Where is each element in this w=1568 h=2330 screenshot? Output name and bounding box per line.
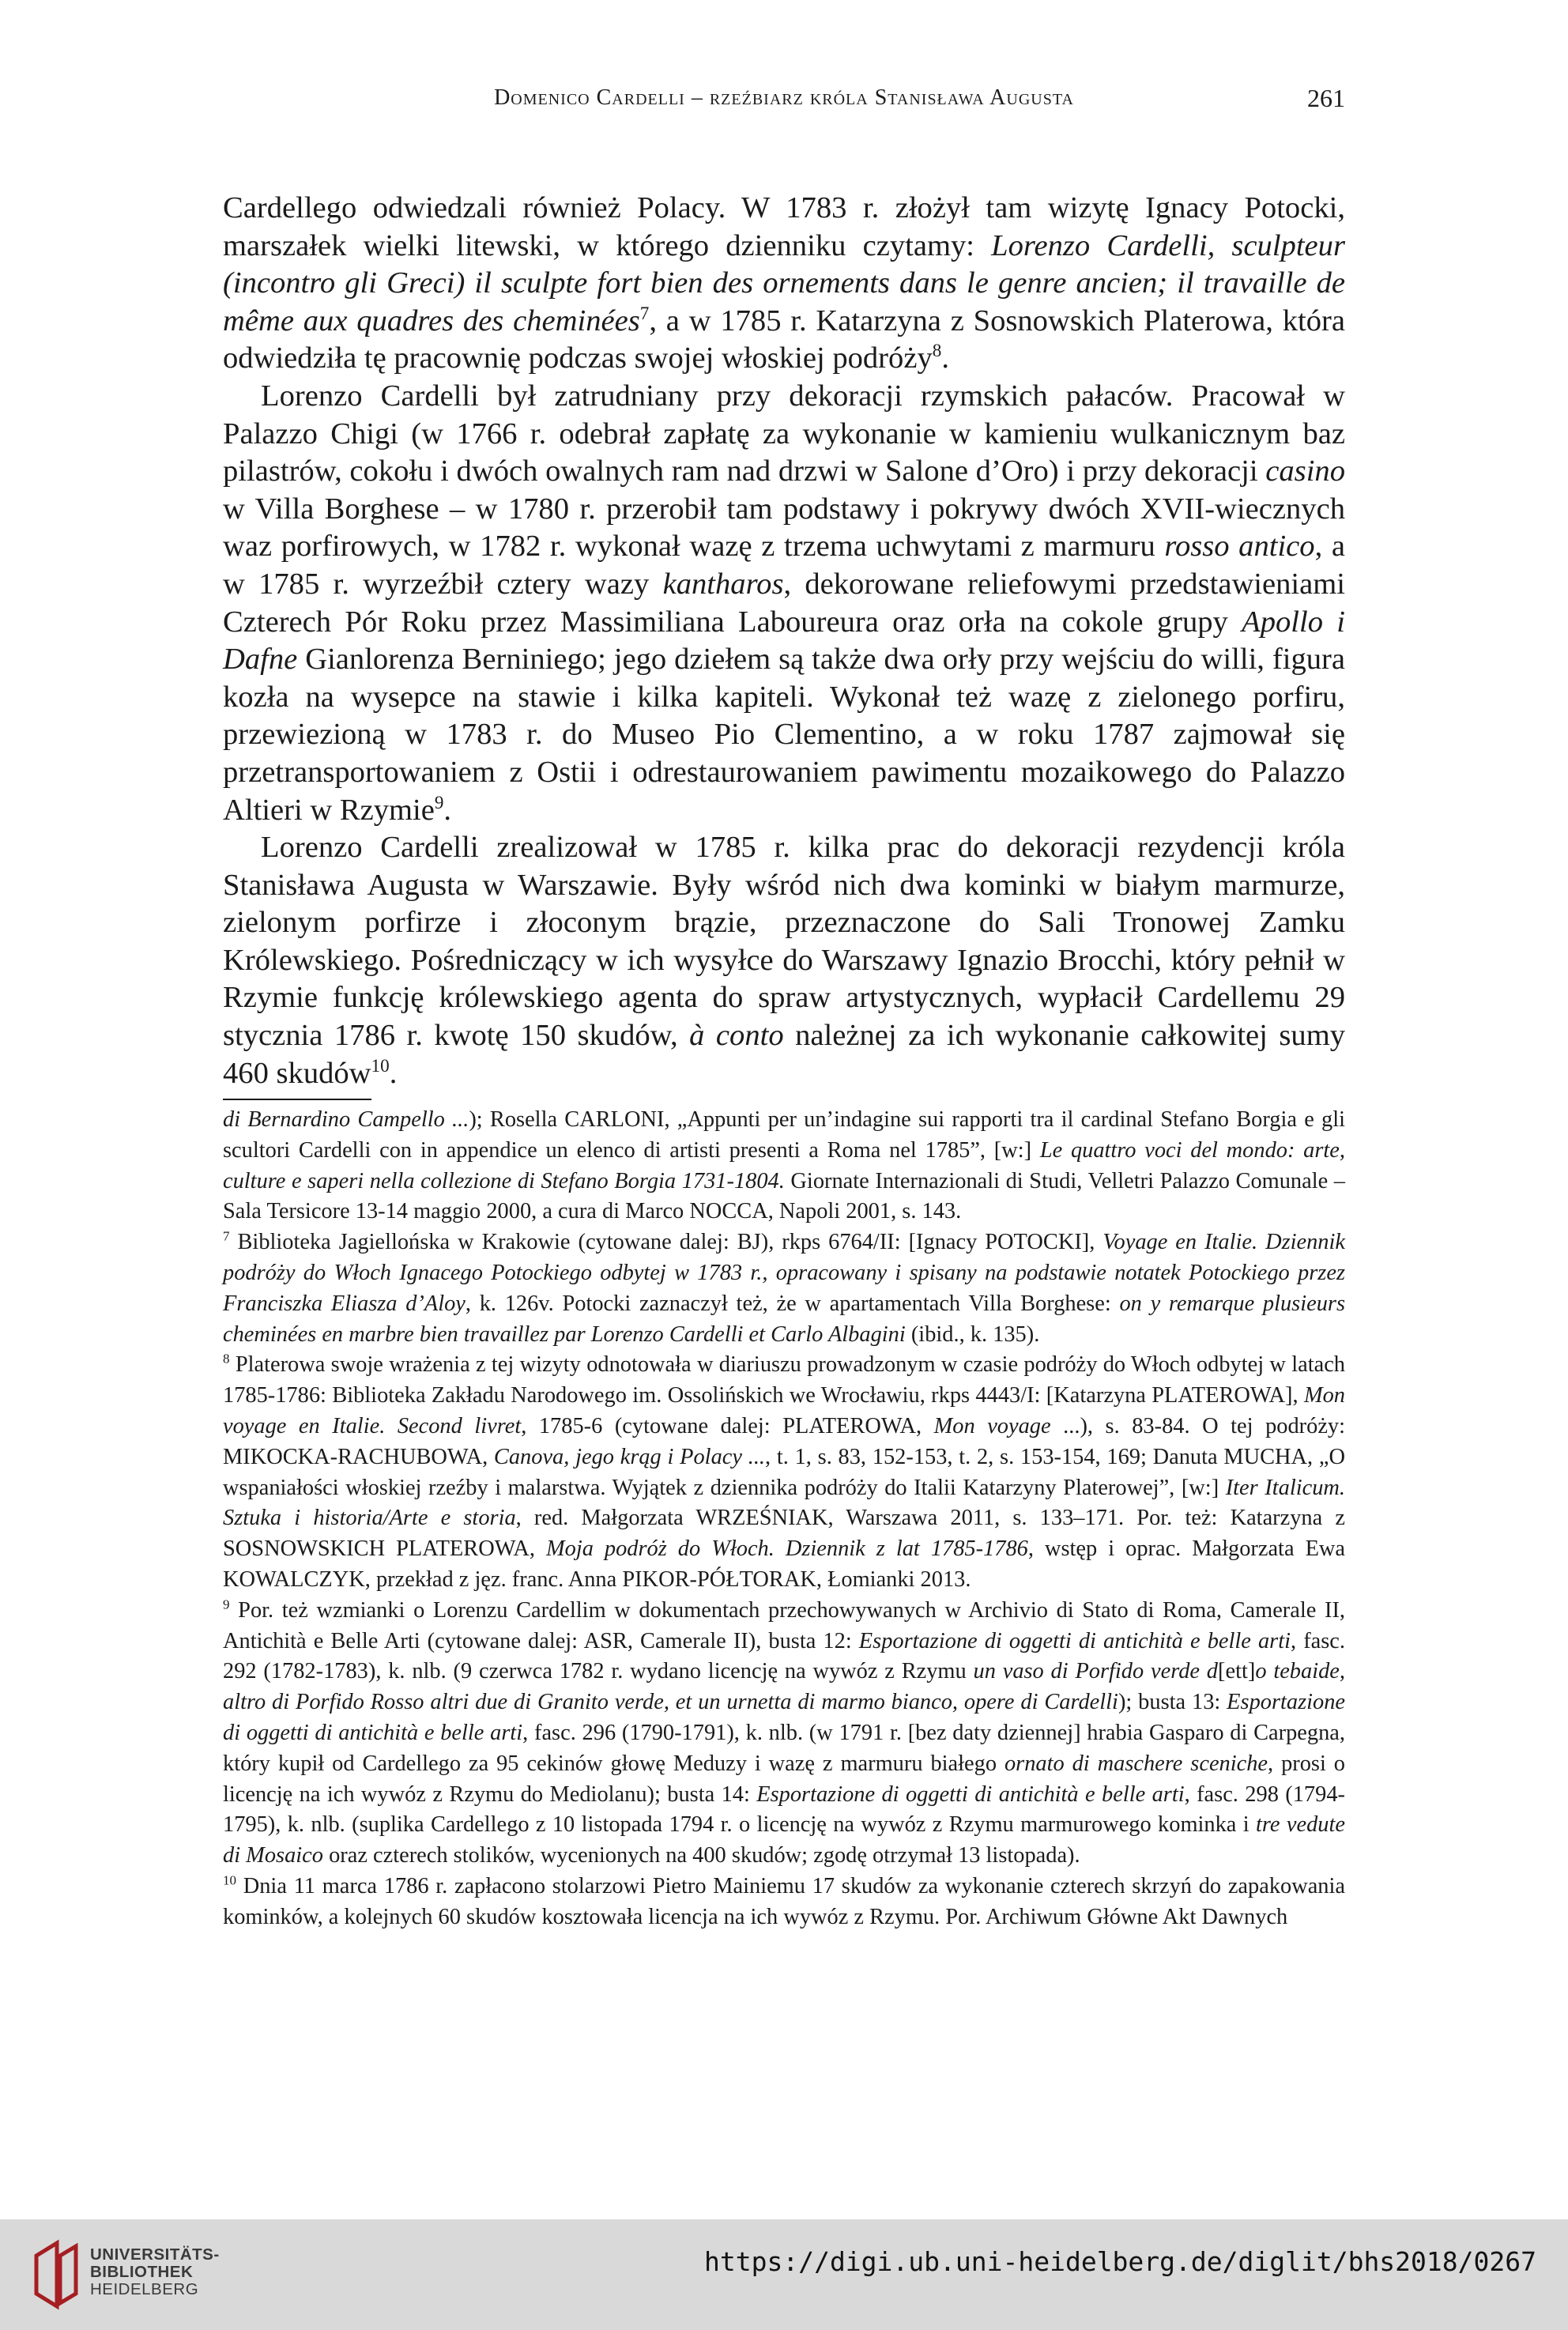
paragraph-2 xyxy=(223,378,1345,829)
italic-run: Iter Italicum. Sztuka i historia/Arte e storia xyxy=(223,1475,1345,1531)
text-run: Lorenzo Cardelli był zatrudniany przy dekoracji rzymskich pałaców. Pracował w Palazzo Chigi (w 1766 r. odebrał zapłatę za wykonanie w kamieniu wulkanicznym baz pilastrów, cokołu i dwóch owalnych ram nad drzwi w Salone d’Oro) i przy dekoracji xyxy=(223,379,1345,488)
note-ref: 9 xyxy=(434,792,444,813)
text-run: ); busta 13: xyxy=(1118,1690,1227,1715)
italic-run: Le quattro voci del mondo: arte, culture e saperi nella collezione di Stefano Borgia 1731-1804. xyxy=(223,1137,1345,1193)
text-run: , fasc. 296 (1790-1791), k. nlb. (w 1791 r. [bez daty dziennej] hrabia Gasparo di Carpegna, który kupił od Cardellego za 95 cekinów głowę Meduzy i wazę z marmuru białego xyxy=(223,1720,1345,1776)
main-text xyxy=(223,190,1345,1092)
text-run: Platerowa swoje wrażenia z tej wizyty odnotowała w diariuszu prowadzonym w czasie podróży do Włoch odbytej w latach 1785-1786: Biblioteka Zakładu Narodowego im. Ossolińskich we Wrocławiu, rkps 4443/I: [Katarzyna PLATEROWA], xyxy=(223,1352,1345,1408)
page-url-link[interactable]: https://digi.ub.uni-heidelberg.de/diglit/bhs2018/0267 xyxy=(704,2246,1536,2277)
text-run: należnej za ich wykonanie całkowitej sumy 460 skudów xyxy=(223,1019,1345,1090)
italic-run: Esportazione di oggetti di antichità e belle arti xyxy=(223,1690,1346,1745)
note-ref: 10 xyxy=(371,1055,390,1076)
text-run: Lorenzo Cardelli zrealizował w 1785 r. kilka prac do dekoracji rezydencji króla Stanisława Augusta w Warszawie. Były wśród nich dwa kominki w białym marmurze, zielonym porfirze i złoconym brązie, przeznaczone do Sali Tronowej Zamku Królewskiego. Pośredniczący w ich wysyłce do Warszawy Ignazio Brocchi, który pełnił w Rzymie funkcję królewskiego agenta do spraw artystycznych, wypłacił Cardellemu 29 stycznia 1786 r. kwotę 150 skudów, xyxy=(223,831,1345,1053)
italic-run: Esportazione di oggetti di antichità e belle arti xyxy=(756,1781,1185,1807)
text-run: Biblioteka Jagiellońska w Krakowie (cytowane dalej: BJ), rkps 6764/II: [Ignacy POTOCKI], xyxy=(229,1230,1103,1255)
text-run: . xyxy=(443,793,452,827)
italic-run: Mon voyage xyxy=(933,1413,1051,1438)
note-ref: 9 xyxy=(223,1597,230,1612)
italic-run: ornato di maschere sceniche xyxy=(1004,1751,1268,1776)
paragraph-3 xyxy=(223,829,1345,1092)
italic-run: rosso antico xyxy=(1164,530,1315,564)
footnote-10 xyxy=(223,1872,1345,1933)
library-name-line-2: BIBLIOTHEK xyxy=(90,2263,194,2281)
text-run: Por. też wzmianki o Lorenzu Cardellim w dokumentach przechowywanych w Archivio di Stato di Roma, Camerale II, Antichità e Belle Arti (cytowane dalej: ASR, Camerale II), busta 12: xyxy=(223,1597,1345,1653)
footnote-9 xyxy=(223,1596,1345,1872)
note-ref: 8 xyxy=(932,341,942,362)
text-run: , fasc. 292 (1782-1783), k. nlb. (9 czerwca 1782 r. wydano licencję na wywóz z Rzymu xyxy=(223,1628,1346,1684)
italic-run: Canova, jego krąg i Polacy ... xyxy=(493,1444,766,1469)
italic-run: Apollo i Dafne xyxy=(223,605,1345,677)
italic-run: à conto xyxy=(689,1019,784,1053)
footnote-separator xyxy=(223,1099,371,1100)
italic-run: on y remarque plusieurs cheminées en marbre bien travaillez par Lorenzo Cardelli et Carlo Albagini xyxy=(223,1291,1345,1347)
italic-run: o tebaide, altro di Porfido Rosso altri due di Granito verde, et un urnetta di marmo bianco, opere di Cardelli xyxy=(223,1659,1345,1715)
text-run: Gianlorenza Berniniego; jego dziełem są także dwa orły przy wejściu do willi, figura kozła na wysepce na stawie i kilka kapiteli. Wykonał też wazę z zielonego porfiru, przewiezioną w 1783 r. do Museo Pio Clementino, a w roku 1787 zajmował się przetransportowaniem z Ostii i odrestaurowaniem pawimentu mozaikowego do Palazzo Altieri w Rzymie xyxy=(223,643,1345,827)
text-run: Cardellego odwiedzali również Polacy. W 1783 r. złożył tam wizytę Ignacy Potocki, marszałek wielki litewski, w którego dzienniku czytamy: xyxy=(223,191,1345,262)
library-name[interactable] xyxy=(90,2246,220,2298)
running-title: Domenico Cardelli – rzeźbiarz króla Stanisława Augusta xyxy=(494,85,1074,110)
italic-run: Voyage en Italie. Dziennik podróży do Włoch Ignacego Potockiego odbytej w 1783 r., opracowany i spisany na podstawie notatek Potockiego przez Franciszka Eliasza d’Aloy xyxy=(223,1230,1345,1316)
running-head xyxy=(0,85,1568,123)
italic-run: di Bernardino Campello ... xyxy=(223,1107,469,1132)
note-ref: 7 xyxy=(639,303,650,324)
italic-run: casino xyxy=(1265,454,1345,488)
footnote-continuation xyxy=(223,1105,1345,1227)
text-run: ); Rosella CARLONI, „Appunti per un’indagine sui rapporti tra il cardinal Stefano Borgia e gli scultori Cardelli con in appendice un elenco di artisti presenti a Roma nel 1785”, [w:] xyxy=(223,1107,1346,1163)
italic-run: Lorenzo Cardelli, sculpteur (incontro gli Greci) il sculpte fort bien des ornements dans le genre ancien; il travaille de même aux quadres des cheminées xyxy=(223,228,1345,337)
note-ref: 7 xyxy=(223,1228,230,1244)
viewer-footer-bar xyxy=(0,2219,1568,2330)
italic-run: Moja podróż do Włoch. Dziennik z lat 1785-1786 xyxy=(545,1536,1028,1562)
footnote-8 xyxy=(223,1350,1345,1595)
text-run: Dnia 11 marca 1786 r. zapłacono stolarzowi Pietro Mainiemu 17 skudów za wykonanie czterech skrzyń do zapakowania kominków, a kolejnych 60 skudów kosztowała licencja na ich wywóz z Rzymu. Por. Archiwum Główne Akt Dawnych xyxy=(223,1873,1345,1929)
text-run: Giornate Internazionali di Studi, Velletri Palazzo Comunale – Sala Tersicore 13-14 maggio 2000, a cura di Marco NOCCA, Napoli 2001, s. 143. xyxy=(223,1168,1345,1224)
library-logo-icon[interactable] xyxy=(33,2238,79,2314)
text-run: . xyxy=(389,1056,398,1090)
note-ref: 8 xyxy=(223,1351,230,1367)
footnote-7 xyxy=(223,1227,1345,1350)
italic-run: kantharos xyxy=(662,567,784,601)
text-run: , wstęp i oprac. Małgorzata Ewa KOWALCZYK, przekład z jęz. franc. Anna PIKOR-PÓŁTORAK, Łomianki 2013. xyxy=(223,1536,1346,1592)
italic-run: Esportazione di oggetti di antichità e belle arti xyxy=(858,1628,1291,1653)
text-run: , a w 1785 r. Katarzyna z Sosnowskich Platerowa, która odwiedziła tę pracownię podczas swojej włoskiej podróży xyxy=(223,304,1345,375)
footnotes xyxy=(223,1105,1345,1933)
text-run: . xyxy=(941,341,949,375)
italic-run: un vaso di Porfido verde d xyxy=(973,1659,1219,1684)
page-number: 261 xyxy=(1307,84,1345,112)
text-run: , 1785-6 (cytowane dalej: PLATEROWA, xyxy=(521,1413,934,1438)
text-run: , fasc. 298 (1794-1795), k. nlb. (suplika Cardellego z 10 listopada 1794 r. o licencję na wywóz z Rzymu marmurowego kominka i xyxy=(223,1781,1345,1838)
note-ref: 10 xyxy=(223,1872,237,1888)
italic-run: tre vedute di Mosaico xyxy=(223,1812,1345,1868)
text-run: , k. 126v. Potocki zaznaczył też, że w apartamentach Villa Borghese: xyxy=(465,1291,1120,1316)
logo-mark xyxy=(36,2243,76,2306)
library-name-line-3: HEIDELBERG xyxy=(90,2280,199,2298)
text-run: ...), s. 83-84. O tej podróży: MIKOCKA-RACHUBOWA, xyxy=(223,1413,1345,1469)
paragraph-1 xyxy=(223,190,1345,378)
text-run: , dekorowane reliefowymi przedstawieniami Czterech Pór Roku przez Massimiliana Laboureura oraz orła na cokole grupy xyxy=(223,567,1345,639)
text-run: [ett] xyxy=(1218,1659,1256,1684)
text-run: , t. 1, s. 83, 152-153, t. 2, s. 153-154, 169; Danuta MUCHA, „O wspaniałości włoskiej rzeźby i malarstwa. Wyjątek z dziennika podróży do Italii Katarzyny Platerowej”, [w:] xyxy=(223,1444,1345,1500)
library-name-line-1: UNIVERSITÄTS- xyxy=(90,2245,220,2264)
italic-run: Mon voyage en Italie. Second livret xyxy=(223,1383,1345,1438)
text-run: , a w 1785 r. wyrzeźbił cztery wazy xyxy=(223,530,1345,601)
text-run: (ibid., k. 135). xyxy=(905,1321,1040,1347)
text-run: , red. Małgorzata WRZEŚNIAK, Warszawa 2011, s. 133–171. Por. też: Katarzyna z SOSNOWSKICH PLATEROWA, xyxy=(223,1506,1345,1562)
text-run: oraz czterech stolików, wycenionych na 400 skudów; zgodę otrzymał 13 listopada). xyxy=(322,1843,1080,1868)
text-run: , prosi o licencję na ich wywóz z Rzymu do Mediolanu); busta 14: xyxy=(223,1751,1345,1807)
text-run: w Villa Borghese – w 1780 r. przerobił tam podstawy i pokrywy dwóch XVII-wiecznych waz porfirowych, w 1782 r. wykonał wazę z trzema uchwytami z marmuru xyxy=(223,492,1345,564)
